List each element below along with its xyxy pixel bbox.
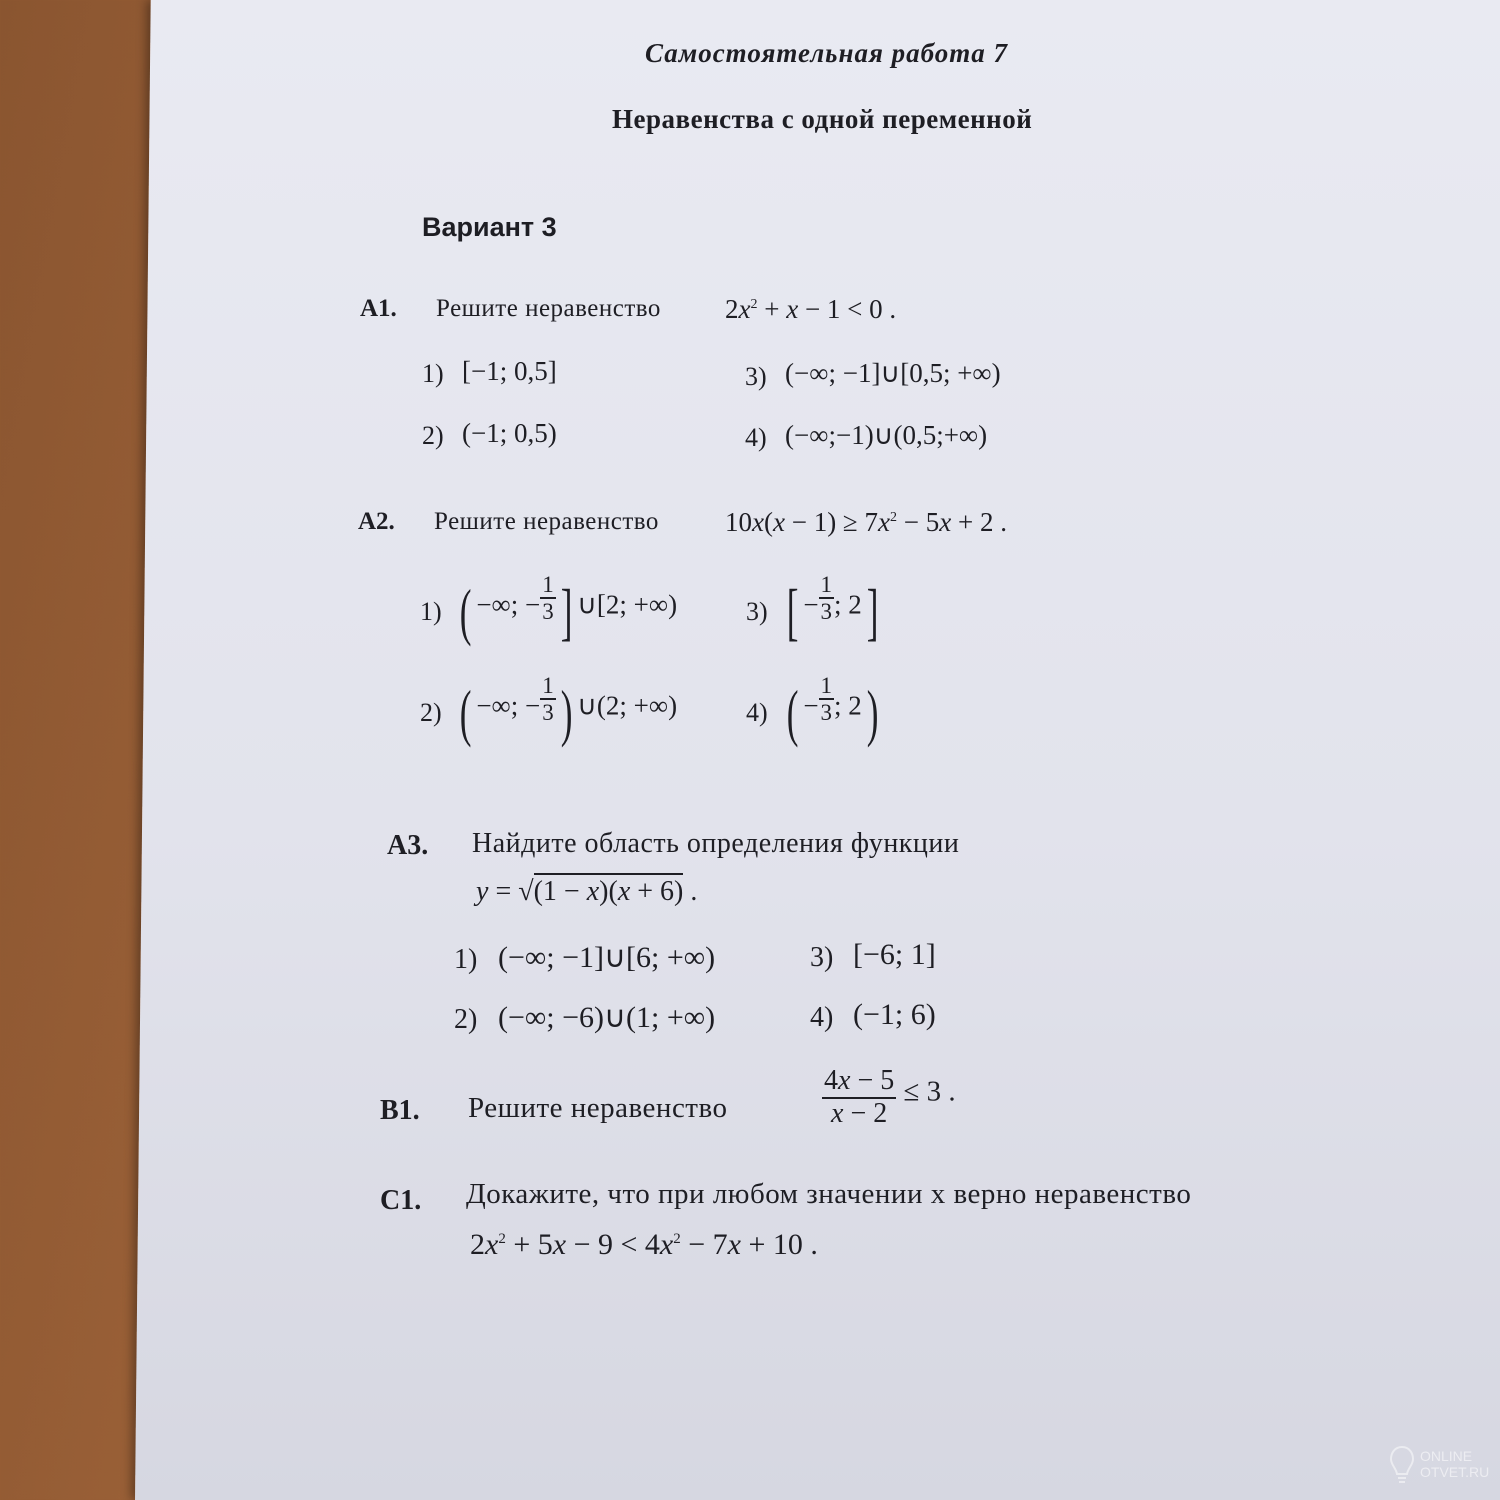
task-a2-inequality: $10x(x - 1) \ge 7x^2 - 5x + 2$ . [725, 507, 1007, 537]
worksheet-paper [135, 0, 1500, 1500]
a3-option-3-num: 3) [810, 942, 834, 973]
task-b1-label: В1. [380, 1095, 420, 1126]
a1-option-4: (−∞;−1)∪(0,5;+∞) [785, 420, 988, 450]
a2-option-1-num: 1) [420, 597, 442, 626]
a2-option-3: [ − $\frac{1}{3}$ ; 2] [786, 572, 879, 648]
a3-option-1-num: 1) [454, 944, 478, 975]
a1-option-2-num: 2) [422, 421, 444, 450]
task-c1-inequality: $2x^2 + 5x - 9 < 4x^2 - 7x + 10$ . [470, 1228, 818, 1261]
topic-title: Неравенства с одной переменной [612, 104, 1033, 134]
task-c1-text: Докажите, что при любом значении x верно неравенство [466, 1178, 1192, 1210]
task-b1-inequality: $\frac{4x - 5}{x - 2}$ ≤ 3 . [824, 1065, 956, 1129]
task-a1-inequality: $2x^2 + x - 1 < 0$ . [725, 294, 897, 324]
watermark-line-1: ONLINE [1420, 1448, 1473, 1464]
a2-option-3-num: 3) [746, 597, 768, 626]
task-a1-label: А1. [360, 295, 397, 322]
task-a3-function: y = √(1 − x)(x + 6) . [476, 876, 697, 908]
task-a2-label: А2. [358, 508, 395, 535]
a3-option-4-num: 4) [810, 1002, 834, 1033]
a3-option-3: [−6; 1] [853, 938, 936, 971]
a3-option-1: (−∞; −1]∪[6; +∞) [498, 941, 716, 974]
task-a3-label: А3. [387, 830, 429, 861]
task-a2-text: Решите неравенство [434, 508, 659, 535]
bulb-icon [1388, 1444, 1416, 1488]
a3-option-2-num: 2) [454, 1004, 478, 1035]
a2-option-1: ( −∞; − $\frac{1}{3}$ ] ∪[2; +∞) [459, 572, 678, 648]
watermark [1420, 1448, 1489, 1480]
a2-option-4-num: 4) [746, 698, 768, 727]
a3-option-2: (−∞; −6)∪(1; +∞) [498, 1001, 716, 1034]
a1-option-1-num: 1) [422, 359, 444, 388]
task-b1-text: Решите неравенство [468, 1092, 728, 1124]
a1-option-3: (−∞; −1]∪[0,5; +∞) [785, 358, 1001, 388]
watermark-line-2: OTVET.RU [1420, 1464, 1490, 1480]
a2-option-4: ( − $\frac{1}{3}$ ; 2) [786, 673, 879, 749]
task-a1-text: Решите неравенство [436, 295, 661, 322]
a2-option-2-num: 2) [420, 698, 442, 727]
work-title: Самостоятельная работа 7 [645, 38, 1009, 68]
a2-option-2: ( −∞; − $\frac{1}{3}$ ) ∪(2; +∞) [459, 673, 678, 749]
variant-label: Вариант 3 [422, 212, 557, 242]
a1-option-4-num: 4) [745, 423, 767, 452]
a3-option-4: (−1; 6) [853, 998, 936, 1031]
task-a3-text: Найдите область определения функции [472, 828, 960, 859]
a1-option-1: [−1; 0,5] [462, 356, 557, 386]
a1-option-2: (−1; 0,5) [462, 418, 557, 448]
a1-option-3-num: 3) [745, 362, 767, 391]
task-c1-label: С1. [380, 1185, 422, 1216]
